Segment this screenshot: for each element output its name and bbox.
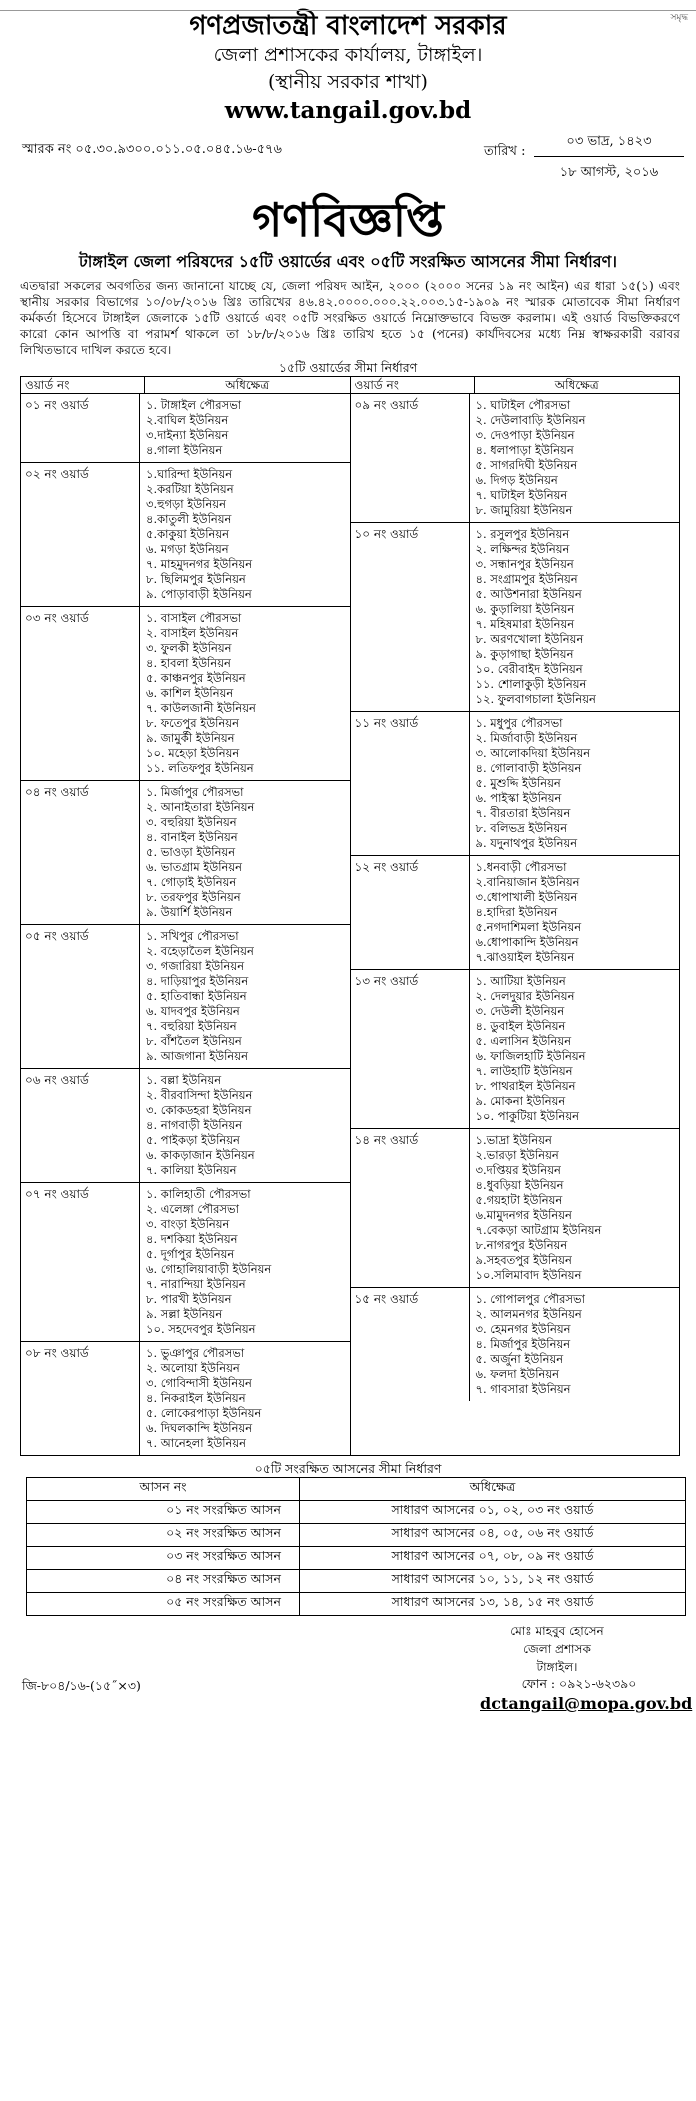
- ward-area-item: ৭. বীরতারা ইউনিয়ন: [475, 806, 571, 820]
- ward-areas: [470, 970, 586, 1128]
- ward-area-item: ৭. গাবসারা ইউনিয়ন: [475, 1382, 571, 1396]
- ward-number: ০৫ নং ওয়ার্ড: [21, 925, 140, 1068]
- ward-area-item: ৬. কাশিল ইউনিয়ন: [146, 686, 234, 700]
- ward-row: [351, 970, 680, 1129]
- office-name: জেলা প্রশাসকের কার্যালয়, টাঙ্গাইল।: [213, 44, 483, 66]
- ward-area-item: ৬. মগড়া ইউনিয়ন: [146, 542, 229, 556]
- ward-area-item: ৭. কাউলজানী ইউনিয়ন: [146, 701, 256, 715]
- ward-area-item: ১. রসুলপুর ইউনিয়ন: [475, 527, 570, 541]
- print-code: জি-৮০৪/১৬-(১৫˝×৩): [22, 1678, 141, 1693]
- ward-area-item: ৭.ঝাওয়াইল ইউনিয়ন: [475, 950, 575, 964]
- reserved-header-row: [27, 1478, 686, 1501]
- ward-row: [21, 394, 350, 463]
- ward-areas: [470, 1129, 602, 1287]
- ward-area-item: ৪. সংগ্রামপুর ইউনিয়ন: [475, 572, 578, 586]
- ward-area-item: ৫. দূর্গাপুর ইউনিয়ন: [146, 1247, 235, 1261]
- ward-area-item: ৪. দশকিয়া ইউনিয়ন: [146, 1232, 238, 1246]
- ward-number: ০৩ নং ওয়ার্ড: [21, 607, 140, 780]
- ward-row: [21, 607, 350, 781]
- ward-number: ১২ নং ওয়ার্ড: [351, 856, 470, 969]
- ward-area-item: ৮. পারখী ইউনিয়ন: [146, 1292, 232, 1306]
- ward-area-item: ৫. সাগরদিঘী ইউনিয়ন: [475, 458, 578, 472]
- ward-number: ০৬ নং ওয়ার্ড: [21, 1069, 140, 1182]
- ward-area-item: ৩. দেউলী ইউনিয়ন: [475, 1004, 565, 1018]
- reserved-seat-no: ০১ নং সংরক্ষিত আসন: [27, 1501, 300, 1524]
- ward-area-item: ৮. ছিলিমপুর ইউনিয়ন: [146, 572, 246, 586]
- reserved-caption: ০৫টি সংরক্ষিত আসনের সীমা নির্ধারণ: [254, 1461, 442, 1476]
- ward-area-item: ৩. ফুলকী ইউনিয়ন: [146, 641, 232, 655]
- ward-area-item: ৩. সন্ধানপুর ইউনিয়ন: [475, 557, 574, 571]
- ward-area-item: ১.ঘারিন্দা ইউনিয়ন: [146, 467, 233, 481]
- ward-area-item: ৫. লোকেরপাড়া ইউনিয়ন: [146, 1406, 262, 1420]
- phone-number: ফোন : ০৯২১-৬২৩৯০: [521, 1676, 637, 1691]
- ward-area-item: ৬. ভাতগ্রাম ইউনিয়ন: [146, 860, 243, 874]
- ward-row: [21, 463, 350, 607]
- ward-column-left: [21, 377, 350, 1455]
- ward-area-item: ১২. ফুলবাগচালা ইউনিয়ন: [475, 692, 596, 706]
- ward-area-item: ৬. কুড়ালিয়া ইউনিয়ন: [475, 602, 575, 616]
- ward-area-item: ৭. মহিষমারা ইউনিয়ন: [475, 617, 575, 631]
- ward-row: [351, 394, 680, 523]
- ward-number: ০২ নং ওয়ার্ড: [21, 463, 140, 606]
- ward-area-item: ৪. ডুবাইল ইউনিয়ন: [475, 1019, 566, 1033]
- ward-area-item: ৩. গজারিয়া ইউনিয়ন: [146, 959, 245, 973]
- ward-area-item: ৩. হেমনগর ইউনিয়ন: [475, 1322, 571, 1336]
- ward-list-left: [21, 394, 350, 1455]
- ward-row: [351, 523, 680, 712]
- ward-area-item: ৯. উয়ার্শি ইউনিয়ন: [146, 905, 233, 919]
- ward-area-item: ৫. আউশনারা ইউনিয়ন: [475, 587, 582, 601]
- ward-areas: [140, 1069, 255, 1182]
- ward-area-item: ১.ধনবাড়ী পৌরসভা: [475, 860, 567, 874]
- signatory-name: মোঃ মাহবুব হোসেন: [510, 1624, 604, 1638]
- ward-areas: [140, 607, 256, 780]
- reserved-row: [27, 1547, 686, 1570]
- signature-block: [462, 1622, 652, 1676]
- ward-area-item: ৭. ঘাটাইল ইউনিয়ন: [475, 488, 568, 502]
- ward-number: ০৯ নং ওয়ার্ড: [351, 394, 470, 522]
- ward-column-right: [350, 377, 680, 1455]
- ward-row: [351, 712, 680, 856]
- ward-area-item: ৬. পাইস্কা ইউনিয়ন: [475, 791, 562, 805]
- ward-number: ১১ নং ওয়ার্ড: [351, 712, 470, 855]
- ward-area-item: ২. বীরবাসিন্দা ইউনিয়ন: [146, 1088, 253, 1102]
- ward-row: [21, 1342, 350, 1455]
- notice-subject: টাঙ্গাইল জেলা পরিষদের ১৫টি ওয়ার্ডের এবং ০৫টি সংরক্ষিত আসনের সীমা নির্ধারণ।: [79, 252, 617, 271]
- ward-area-item: ৬. যাদবপুর ইউনিয়ন: [146, 1004, 240, 1018]
- ward-areas: [140, 394, 241, 462]
- ward-area-item: ৮. ফতেপুর ইউনিয়ন: [146, 716, 239, 730]
- ward-area-item: ৭. গোড়াই ইউনিয়ন: [146, 875, 237, 889]
- date-label: তারিখ :: [484, 144, 526, 159]
- ward-area-item: ১. মধুপুর পৌরসভা: [475, 716, 563, 730]
- ward-area-item: ১. আটিয়া ইউনিয়ন: [475, 974, 566, 988]
- ward-area-item: ৪.গালা ইউনিয়ন: [146, 443, 223, 457]
- ward-area-item: ৭. লাউহাটি ইউনিয়ন: [475, 1064, 573, 1078]
- ward-area-item: ৭. নারান্দিয়া ইউনিয়ন: [146, 1277, 246, 1291]
- reserved-seat-area: সাধারণ আসনের ১০, ১১, ১২ নং ওয়ার্ড: [300, 1570, 686, 1593]
- ward-row: [21, 1069, 350, 1183]
- jurisdiction-header: অধিক্ষেত্র: [554, 378, 599, 392]
- ward-table: [20, 376, 680, 1456]
- ward-number: ০১ নং ওয়ার্ড: [21, 394, 140, 462]
- ward-area-item: ৮.নাগরপুর ইউনিয়ন: [475, 1238, 568, 1252]
- ward-area-item: ৯. আজগানা ইউনিয়ন: [146, 1049, 248, 1063]
- ward-area-item: ১. টাঙ্গাইল পৌরসভা: [146, 398, 242, 412]
- ward-area-item: ১. কালিহাতী পৌরসভা: [146, 1187, 251, 1201]
- ward-area-item: ৫. ভাওড়া ইউনিয়ন: [146, 845, 236, 859]
- corner-text: সমৃদ্ধ: [670, 13, 688, 23]
- ward-area-item: ৬. গোহালিয়াবাড়ী ইউনিয়ন: [146, 1262, 272, 1276]
- ward-area-item: ২. আনাইতারা ইউনিয়ন: [146, 800, 255, 814]
- ward-row: [351, 1129, 680, 1288]
- ward-no-header: ওয়ার্ড নং: [351, 377, 475, 393]
- ward-area-item: ৩. গোবিন্দাসী ইউনিয়ন: [146, 1376, 252, 1390]
- date-english: ১৮ আগস্ট, ২০১৬: [559, 165, 659, 180]
- ward-area-item: ২. লক্ষিন্দর ইউনিয়ন: [475, 542, 570, 556]
- reserved-seats-table: [26, 1477, 686, 1616]
- ward-number: ০৮ নং ওয়ার্ড: [21, 1342, 140, 1455]
- ward-table-header: [21, 377, 350, 394]
- ward-list-right: [351, 394, 680, 1401]
- ward-area-item: ১০. বেরীবাইদ ইউনিয়ন: [475, 662, 583, 676]
- govt-name: গণপ্রজাতন্ত্রী বাংলাদেশ সরকার: [189, 11, 507, 41]
- ward-area-item: ৭. বহুরিয়া ইউনিয়ন: [146, 1019, 237, 1033]
- ward-area-item: ৯. জামুর্কী ইউনিয়ন: [146, 731, 235, 745]
- seat-no-header: আসন নং: [27, 1478, 300, 1501]
- ward-area-item: ৫. এলাসিন ইউনিয়ন: [475, 1034, 572, 1048]
- ward-area-item: ৬. ফলদা ইউনিয়ন: [475, 1367, 560, 1381]
- reserved-row: [27, 1501, 686, 1524]
- ward-area-item: ৬.মামুদনগর ইউনিয়ন: [475, 1208, 572, 1222]
- ward-area-item: ৫. অর্জুনা ইউনিয়ন: [475, 1352, 564, 1366]
- ward-area-item: ৯. সল্লা ইউনিয়ন: [146, 1307, 223, 1321]
- ward-area-item: ২.ভারড়া ইউনিয়ন: [475, 1148, 559, 1162]
- reserved-seat-no: ০৫ নং সংরক্ষিত আসন: [27, 1593, 300, 1616]
- ward-area-item: ২. বাসাইল ইউনিয়ন: [146, 626, 239, 640]
- ward-number: ০৭ নং ওয়ার্ড: [21, 1183, 140, 1341]
- ward-area-item: ২. আলমনগর ইউনিয়ন: [475, 1307, 582, 1321]
- ward-area-item: ৩.ধোপাখালী ইউনিয়ন: [475, 890, 578, 904]
- ward-area-item: ৩.দাইন্যা ইউনিয়ন: [146, 428, 229, 442]
- ward-area-item: ৪.কাতুলী ইউনিয়ন: [146, 512, 232, 526]
- ward-area-item: ২. এলেঙ্গা পৌরসভা: [146, 1202, 239, 1216]
- ward-area-item: ৭. মাহমুদনগর ইউনিয়ন: [146, 557, 253, 571]
- ward-row: [21, 1183, 350, 1342]
- reserved-seat-area: সাধারণ আসনের ০৪, ০৫, ০৬ নং ওয়ার্ড: [300, 1524, 686, 1547]
- ward-area-item: ১০.সলিমাবাদ ইউনিয়ন: [475, 1268, 582, 1282]
- reserved-row: [27, 1524, 686, 1547]
- ward-area-item: ৮. অরণখোলা ইউনিয়ন: [475, 632, 584, 646]
- ward-area-item: ১. গোপালপুর পৌরসভা: [475, 1292, 585, 1306]
- ward-row: [21, 925, 350, 1069]
- ward-area-item: ৭. আনেহলা ইউনিয়ন: [146, 1436, 247, 1450]
- ward-areas: [140, 925, 254, 1068]
- ward-areas: [140, 463, 252, 606]
- ward-area-item: ৯.সহবতপুর ইউনিয়ন: [475, 1253, 572, 1267]
- ward-area-item: ৯. পোড়াবাড়ী ইউনিয়ন: [146, 587, 252, 601]
- ward-area-item: ১. মির্জাপুর পৌরসভা: [146, 785, 244, 799]
- reserved-seat-area: সাধারণ আসনের ০৭, ০৮, ০৯ নং ওয়ার্ড: [300, 1547, 686, 1570]
- ward-number: ০৪ নং ওয়ার্ড: [21, 781, 140, 924]
- ward-area-item: ৩. বাংড়া ইউনিয়ন: [146, 1217, 230, 1231]
- reserved-seat-area: সাধারণ আসনের ০১, ০২, ০৩ নং ওয়ার্ড: [300, 1501, 686, 1524]
- notice-body: এতদ্বারা সকলের অবগতির জন্য জানানো যাচ্ছে যে, জেলা পরিষদ আইন, ২০০০ (২০০০ সনের ১৯ নং আইন) এর ধারা ১৫(১) এবং স্থানীয় সরকার বিভাগের ১০/০৮/২০১৬ খ্রিঃ তারিখের ৪৬.৪২.০০০০.০০০.২২.০০৩.১৫-১৯০৯ নং স্মারক মোতাবেক সীমা নির্ধারণ কর্মকর্তা হিসেবে টাঙ্গাইল জেলাকে ১৫টি ওয়ার্ডে এবং ০৫টি সংরক্ষিত ওয়ার্ডে নিম্নোক্তভাবে বিভক্ত করলাম। এই ওয়ার্ড বিভক্তিকরণে কারো কোন আপত্তি বা পরামর্শ থাকলে তা ১৮/৮/২০১৬ খ্রিঃ তারিখ হতে ১৫ (পনের) কার্যদিবসের মধ্যে নিম্ন স্বাক্ষরকারী বরাবর লিখিতভাবে দাখিল করতে হবে।: [20, 279, 680, 357]
- ward-area-item: ১. সখিপুর পৌরসভা: [146, 929, 239, 943]
- date-box: [534, 132, 684, 184]
- ward-areas: [470, 523, 596, 711]
- jurisdiction-header: অধিক্ষেত্র: [225, 378, 270, 392]
- ward-area-item: ২.বানিয়াজান ইউনিয়ন: [475, 875, 580, 889]
- ward-area-item: ৮. তরফপুর ইউনিয়ন: [146, 890, 241, 904]
- ward-areas: [140, 1342, 261, 1455]
- ward-area-item: ৫. পাইকড়া ইউনিয়ন: [146, 1133, 240, 1147]
- reserved-jurisdiction-header: অধিক্ষেত্র: [300, 1478, 686, 1501]
- reserved-row: [27, 1570, 686, 1593]
- ward-area-item: ৬. দিগড় ইউনিয়ন: [475, 473, 558, 487]
- ward-area-item: ৬.ধোপাকান্দি ইউনিয়ন: [475, 935, 579, 949]
- ward-area-item: ৫. কাঞ্চনপুর ইউনিয়ন: [146, 671, 246, 685]
- ward-area-item: ২. দেউলাবাড়ি ইউনিয়ন: [475, 413, 586, 427]
- ward-area-item: ১. ভুঞাপুর পৌরসভা: [146, 1346, 245, 1360]
- ward-area-item: ৪. ধলাপাড়া ইউনিয়ন: [475, 443, 574, 457]
- ward-area-item: ৪. নাগবাড়ী ইউনিয়ন: [146, 1118, 243, 1132]
- ward-areas: [140, 1183, 271, 1341]
- ward-area-item: ৪. গোলাবাড়ী ইউনিয়ন: [475, 761, 582, 775]
- ward-area-item: ৫. মুশুদ্দি ইউনিয়ন: [475, 776, 561, 790]
- memo-row: [14, 126, 682, 188]
- ward-areas: [470, 712, 591, 855]
- reserved-seat-no: ০৩ নং সংরক্ষিত আসন: [27, 1547, 300, 1570]
- ward-area-item: ৩. দেওপাড়া ইউনিয়ন: [475, 428, 575, 442]
- date-bangla: ০৩ ভাদ্র, ১৪২৩: [534, 132, 684, 157]
- ward-area-item: ২. বহেড়াতৈল ইউনিয়ন: [146, 944, 254, 958]
- ward-area-item: ১০. মহেড়া ইউনিয়ন: [146, 746, 240, 760]
- email-link[interactable]: dctangail@mopa.gov.bd: [480, 1694, 693, 1713]
- reserved-row: [27, 1593, 686, 1616]
- ward-area-item: ৮. বাঁশতৈল ইউনিয়ন: [146, 1034, 242, 1048]
- ward-area-item: ৪.ধুবড়িয়া ইউনিয়ন: [475, 1178, 564, 1192]
- ward-area-item: ৬. কাকড়াজান ইউনিয়ন: [146, 1148, 255, 1162]
- ward-area-item: ৩. আলোকদিয়া ইউনিয়ন: [475, 746, 591, 760]
- website-link[interactable]: www.tangail.gov.bd: [224, 97, 472, 124]
- wards-caption: ১৫টি ওয়ার্ডের সীমা নির্ধারণ: [278, 360, 418, 375]
- ward-area-item: ৯. যদুনাথপুর ইউনিয়ন: [475, 836, 578, 850]
- ward-area-item: ৪. দাড়িয়াপুর ইউনিয়ন: [146, 974, 249, 988]
- ward-area-item: ৫.নগদাশিমলা ইউনিয়ন: [475, 920, 582, 934]
- reserved-seat-no: ০৪ নং সংরক্ষিত আসন: [27, 1570, 300, 1593]
- ward-row: [21, 781, 350, 925]
- ward-area-item: ৭.বেকড়া আটগ্রাম ইউনিয়ন: [475, 1223, 602, 1237]
- ward-area-item: ২. অলোয়া ইউনিয়ন: [146, 1361, 240, 1375]
- memo-ref: স্মারক নং ০৫.৩০.৯৩০০.০১১.০৫.০৪৫.১৬-৫৭৬: [22, 142, 282, 157]
- ward-area-item: ১০. সহদেবপুর ইউনিয়ন: [146, 1322, 256, 1336]
- ward-area-item: ৮. জামুরিয়া ইউনিয়ন: [475, 503, 573, 517]
- ward-area-item: ৫. হাতিবান্ধা ইউনিয়ন: [146, 989, 247, 1003]
- ward-number: ১৫ নং ওয়ার্ড: [351, 1288, 470, 1401]
- ward-area-item: ১. বাসাইল পৌরসভা: [146, 611, 242, 625]
- ward-area-item: ১. ঘাটাইল পৌরসভা: [475, 398, 571, 412]
- ward-area-item: ১১. লতিফপুর ইউনিয়ন: [146, 761, 254, 775]
- ward-table-header: [351, 377, 680, 394]
- ward-area-item: ৩. বহুরিয়া ইউনিয়ন: [146, 815, 237, 829]
- ward-areas: [470, 1288, 585, 1401]
- top-rule: [0, 10, 696, 15]
- footer: [14, 1676, 693, 1714]
- ward-area-item: ৪. নিকরাইল ইউনিয়ন: [146, 1391, 246, 1405]
- ward-area-item: ৬. দিঘলকান্দি ইউনিয়ন: [146, 1421, 253, 1435]
- signatory-place: টাঙ্গাইল।: [536, 1660, 578, 1674]
- ward-area-item: ৫.কাকুয়া ইউনিয়ন: [146, 527, 230, 541]
- letterhead: [14, 10, 682, 126]
- ward-area-item: ৯. কুড়াগাছা ইউনিয়ন: [475, 647, 574, 661]
- ward-area-item: ৩. কোকডহরা ইউনিয়ন: [146, 1103, 252, 1117]
- signatory-designation: জেলা প্রশাসক: [523, 1642, 591, 1656]
- reserved-seat-area: সাধারণ আসনের ১৩, ১৪, ১৫ নং ওয়ার্ড: [300, 1593, 686, 1616]
- ward-area-item: ২.করটিয়া ইউনিয়ন: [146, 482, 234, 496]
- notice-page: [0, 10, 696, 2101]
- ward-number: ১০ নং ওয়ার্ড: [351, 523, 470, 711]
- ward-area-item: ২. দেলদুয়ার ইউনিয়ন: [475, 989, 575, 1003]
- reserved-seat-no: ০২ নং সংরক্ষিত আসন: [27, 1524, 300, 1547]
- ward-area-item: ৪. মির্জাপুর ইউনিয়ন: [475, 1337, 571, 1351]
- ward-area-item: ৪. বানাইল ইউনিয়ন: [146, 830, 238, 844]
- ward-area-item: ৮. বলিভদ্র ইউনিয়ন: [475, 821, 568, 835]
- ward-areas: [470, 394, 586, 522]
- branch-name: (স্থানীয় সরকার শাখা): [268, 71, 428, 93]
- ward-area-item: ৭. কালিয়া ইউনিয়ন: [146, 1163, 237, 1177]
- ward-areas: [470, 856, 582, 969]
- ward-area-item: ২.বাঘিল ইউনিয়ন: [146, 413, 229, 427]
- ward-area-item: ৪. হাবলা ইউনিয়ন: [146, 656, 231, 670]
- ward-area-item: ৬. ফাজিলহাটি ইউনিয়ন: [475, 1049, 586, 1063]
- ward-area-item: ১. বল্লা ইউনিয়ন: [146, 1073, 222, 1087]
- ward-area-item: ৯. মোকনা ইউনিয়ন: [475, 1094, 566, 1108]
- ward-area-item: ৪.হাদিরা ইউনিয়ন: [475, 905, 558, 919]
- ward-row: [351, 1288, 680, 1401]
- ward-area-item: ১.ভাদ্রা ইউনিয়ন: [475, 1133, 552, 1147]
- ward-row: [351, 856, 680, 970]
- ward-area-item: ২. মির্জাবাড়ী ইউনিয়ন: [475, 731, 578, 745]
- ward-areas: [140, 781, 254, 924]
- ward-number: ১৩ নং ওয়ার্ড: [351, 970, 470, 1128]
- notice-title: গণবিজ্ঞপ্তি: [252, 193, 444, 247]
- ward-area-item: ৫.গয়হাটা ইউনিয়ন: [475, 1193, 563, 1207]
- ward-area-item: ৮. পাথরাইল ইউনিয়ন: [475, 1079, 576, 1093]
- ward-area-item: ৩.হুগড়া ইউনিয়ন: [146, 497, 226, 511]
- ward-area-item: ১১. শোলাকুড়ী ইউনিয়ন: [475, 677, 587, 691]
- ward-no-header: ওয়ার্ড নং: [21, 377, 145, 393]
- ward-area-item: ৩.দপ্তিয়র ইউনিয়ন: [475, 1163, 561, 1177]
- ward-number: ১৪ নং ওয়ার্ড: [351, 1129, 470, 1287]
- ward-area-item: ১০. পাকুটিয়া ইউনিয়ন: [475, 1109, 579, 1123]
